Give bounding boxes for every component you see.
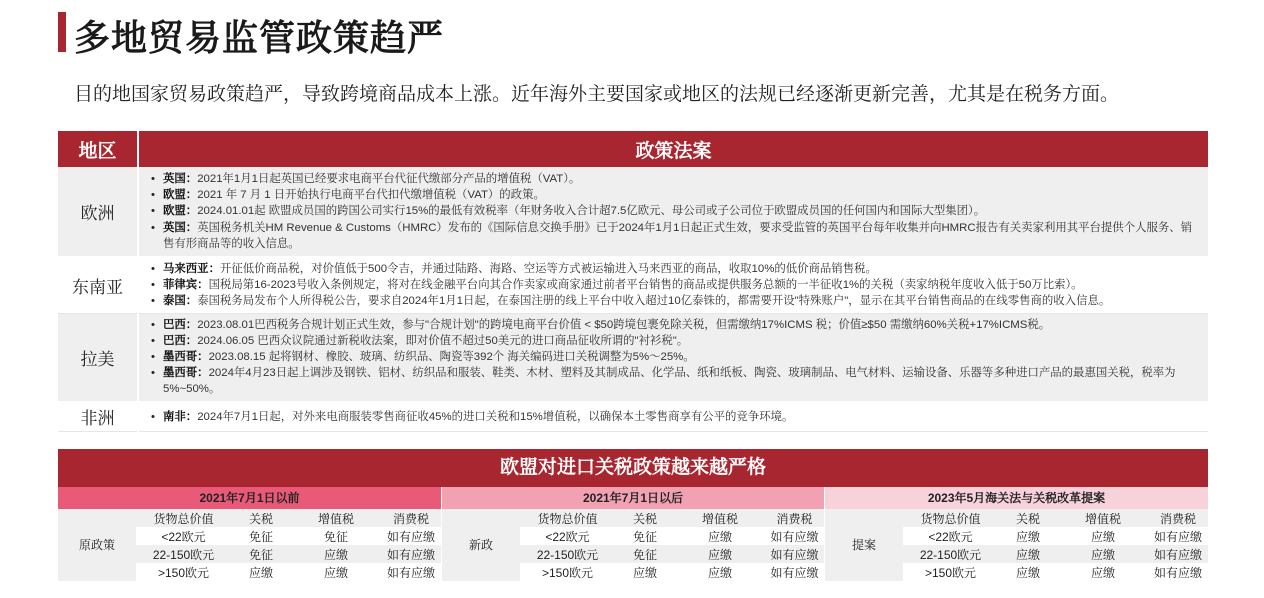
panel-row-label: 新政 — [468, 538, 493, 552]
column-header: 增值税 — [1084, 511, 1121, 526]
table-cell: 免征 — [615, 527, 675, 545]
table-row-europe — [58, 167, 1208, 257]
policy-table — [58, 131, 1208, 432]
eu-section-title: 欧盟对进口关税政策越来越严格 — [58, 449, 1208, 487]
table-cell: 22-150欧元 — [903, 545, 998, 563]
policy-item: • 巴西：2023.08.01巴西税务合规计划正式生效，参与"合规计划"的跨境电商平台价值 < $50跨境包裹免除关税，但需缴纳17%ICMS 税；价值≥$50 需缴纳60%关税+17%ICMS税。 — [151, 317, 1202, 333]
table-cell: >150欧元 — [520, 563, 615, 581]
column-header: 消费税 — [392, 511, 429, 526]
table-cell: 应缴 — [1058, 527, 1148, 545]
table-cell: 免征 — [291, 527, 381, 545]
table-row — [520, 527, 824, 545]
table-cell: 免征 — [231, 545, 291, 563]
table-cell: 应缴 — [291, 545, 381, 563]
policy-cell — [138, 313, 1208, 402]
column-header: 关税 — [632, 511, 657, 526]
tax-table — [520, 509, 824, 581]
table-row — [520, 563, 824, 581]
policy-cell — [138, 402, 1208, 432]
table-cell: 如有应缴 — [381, 527, 441, 545]
table-cell: 如有应缴 — [1148, 563, 1208, 581]
policy-item: • 泰国：泰国税务局发布个人所得税公告，要求自2024年1月1日起，在泰国注册的线上平台中收入超过10亿泰铢的，都需要开设"特殊账户"，显示在其平台销售商品的在线零售商的收入信息。 — [151, 293, 1202, 309]
region-cell: 欧洲 — [58, 167, 138, 257]
table-cell: <22欧元 — [520, 527, 615, 545]
policy-item: • 墨西哥：2023.08.15 起将钢材、橡胶、玻璃、纺织品、陶瓷等392个 海关编码进口关税调整为5%～25%。 — [151, 349, 1202, 365]
table-row — [903, 545, 1208, 563]
policy-item: • 巴西：2024.06.05 巴西众议院通过新税收法案，即对价值不超过50美元的进口商品征收所谓的"衬衫税"。 — [151, 333, 1202, 349]
header-policy: 政策法案 — [138, 131, 1208, 167]
table-cell: 如有应缴 — [381, 545, 441, 563]
column-header: 增值税 — [701, 511, 738, 526]
table-cell: 如有应缴 — [381, 563, 441, 581]
table-cell: >150欧元 — [903, 563, 998, 581]
policy-item: • 英国：2021年1月1日起英国已经要求电商平台代征代缴部分产品的增值税（VAT）。 — [151, 171, 1202, 187]
panel-row-label: 原政策 — [78, 538, 115, 552]
policy-cell — [138, 257, 1208, 313]
table-cell: 应缴 — [675, 545, 765, 563]
policy-item: • 菲律宾：国税局第16-2023号收入条例规定，将对在线金融平台向其合作卖家或商家通过前者平台销售的商品或提供服务总额的一半征收1%的关税（卖家纳税年度收入低于50万比索）。 — [151, 277, 1202, 293]
table-cell: 应缴 — [998, 527, 1058, 545]
table-row — [903, 563, 1208, 581]
table-cell: 免征 — [615, 545, 675, 563]
table-cell: 如有应缴 — [1148, 545, 1208, 563]
table-cell: 应缴 — [291, 563, 381, 581]
column-header: 关税 — [1015, 511, 1040, 526]
table-cell: 应缴 — [615, 563, 675, 581]
eu-panel-before — [58, 487, 441, 581]
table-cell: <22欧元 — [136, 527, 231, 545]
policy-item: • 英国：英国税务机关HM Revenue & Customs（HMRC）发布的《国际信息交换手册》已于2024年1月1日起正式生效，要求受监管的英国平台每年收集并向HMRC报告有关卖家利用其平台提供个人服务、销售有形商品等的收入信息。 — [151, 220, 1202, 252]
page-title: 多地贸易监管政策趋严 — [74, 17, 445, 58]
table-cell: 如有应缴 — [765, 527, 824, 545]
table-cell: 应缴 — [675, 563, 765, 581]
policy-item: • 欧盟：2021 年 7 月 1 日开始执行电商平台代扣代缴增值税（VAT）的政策。 — [151, 187, 1202, 203]
column-header: 增值税 — [317, 511, 354, 526]
table-cell: 应缴 — [998, 563, 1058, 581]
column-header: 关税 — [248, 511, 273, 526]
region-cell: 拉美 — [58, 313, 138, 402]
table-row-africa — [58, 402, 1208, 432]
eu-panel-proposal — [825, 487, 1208, 581]
table-row — [903, 527, 1208, 545]
panel-header: 2023年5月海关法与关税改革提案 — [825, 487, 1208, 509]
policy-cell — [138, 167, 1208, 257]
column-header: 消费税 — [1159, 511, 1196, 526]
tax-table — [903, 509, 1208, 581]
region-cell: 东南亚 — [58, 257, 138, 313]
policy-item: • 马来西亚：开征低价商品税，对价值低于500令吉，并通过陆路、海路、空运等方式被运输进入马来西亚的商品，收取10%的低价商品销售税。 — [151, 261, 1202, 277]
table-cell: 应缴 — [231, 563, 291, 581]
column-header: 消费税 — [776, 511, 813, 526]
table-cell: 应缴 — [998, 545, 1058, 563]
column-header: 货物总价值 — [920, 511, 981, 526]
table-cell: <22欧元 — [903, 527, 998, 545]
policy-item: • 欧盟：2024.01.01起 欧盟成员国的跨国公司实行15%的最低有效税率（年财务收入合计超7.5亿欧元、母公司或子公司位于欧盟成员国的任何国内和国际大型集团）。 — [151, 203, 1202, 219]
region-cell: 非洲 — [58, 402, 138, 432]
page-subtitle: 目的地国家贸易政策趋严，导致跨境商品成本上涨。近年海外主要国家或地区的法规已经逐渐更新完善，尤其是在税务方面。 — [74, 84, 1120, 105]
table-cell: 22-150欧元 — [520, 545, 615, 563]
panel-header: 2021年7月1日以前 — [58, 487, 441, 509]
panel-header: 2021年7月1日以后 — [442, 487, 824, 509]
table-row-southeast-asia — [58, 257, 1208, 313]
table-cell: 22-150欧元 — [136, 545, 231, 563]
table-cell: 如有应缴 — [765, 563, 824, 581]
table-row — [136, 527, 441, 545]
table-cell: 应缴 — [1058, 545, 1148, 563]
title-accent-bar — [58, 12, 66, 52]
table-cell: 免征 — [231, 527, 291, 545]
policy-item: • 墨西哥：2024年4月23日起上调涉及钢铁、铝材、纺织品和服装、鞋类、木材、塑料及其制成品、化学品、纸和纸板、陶瓷、玻璃制品、电气材料、运输设备、乐器等多种进口产品的最惠国关税，税率为5%~50%。 — [151, 365, 1202, 397]
table-cell: 如有应缴 — [765, 545, 824, 563]
tax-table — [136, 509, 441, 581]
table-row — [136, 563, 441, 581]
policy-item: • 南非：2024年7月1日起，对外来电商服装零售商征收45%的进口关税和15%增值税，以确保本土零售商享有公平的竞争环境。 — [151, 409, 1202, 425]
panel-row-label: 提案 — [851, 538, 876, 552]
header-region: 地区 — [58, 131, 138, 167]
table-cell: 应缴 — [675, 527, 765, 545]
table-row — [520, 545, 824, 563]
column-header: 货物总价值 — [537, 511, 598, 526]
table-cell: 如有应缴 — [1148, 527, 1208, 545]
column-header: 货物总价值 — [153, 511, 214, 526]
eu-panel-after — [442, 487, 824, 581]
table-cell: >150欧元 — [136, 563, 231, 581]
table-row-latin-america — [58, 313, 1208, 402]
table-row — [136, 545, 441, 563]
table-cell: 应缴 — [1058, 563, 1148, 581]
